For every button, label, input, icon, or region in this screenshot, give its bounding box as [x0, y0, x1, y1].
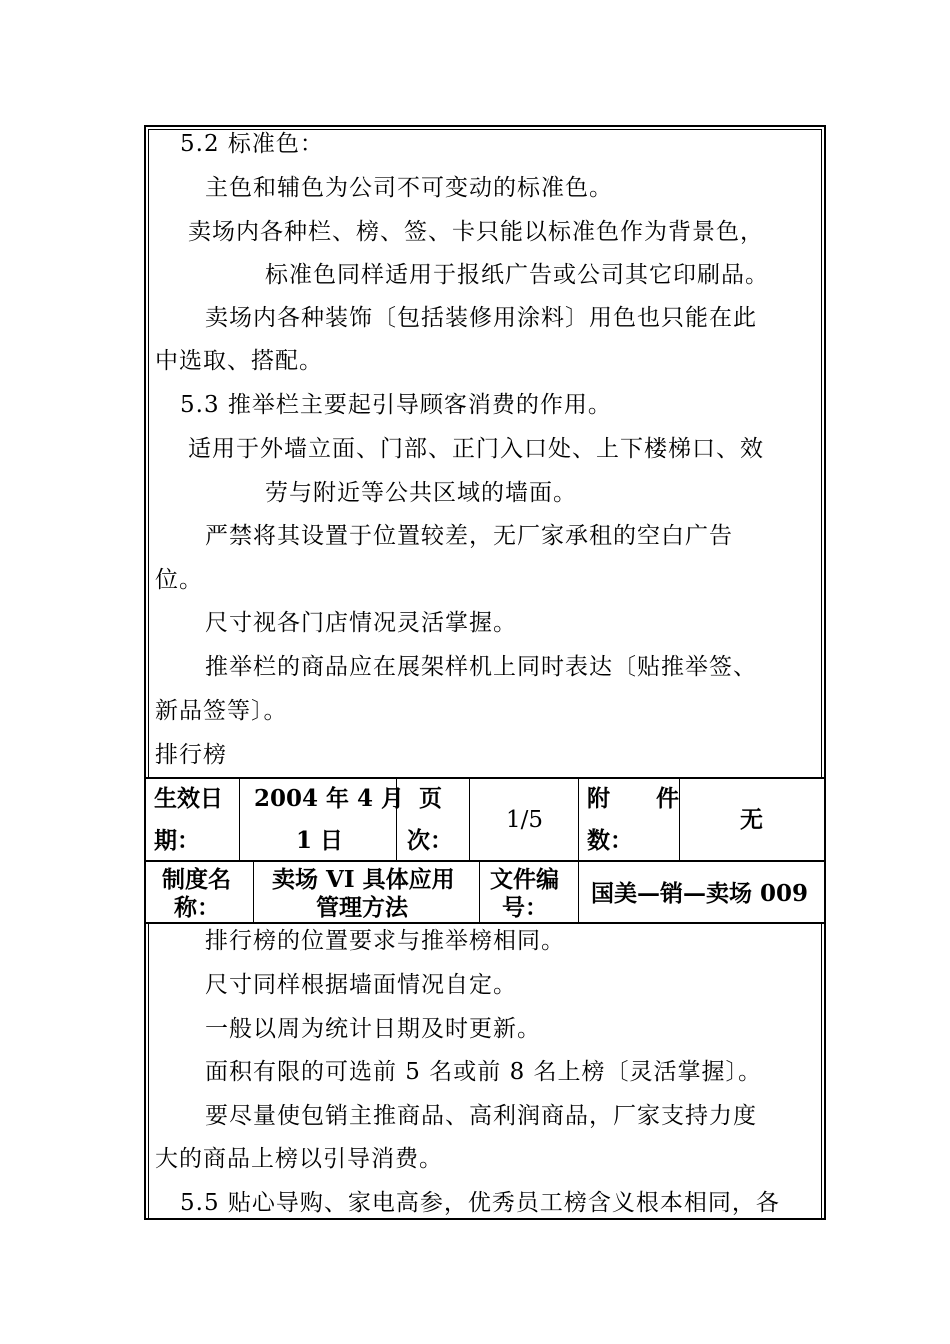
policy-name-label: 制度名 — [162, 866, 231, 893]
heading-5-5: 5.5 贴心导购、家电高参，优秀员工榜含义根本相同，各 — [180, 1190, 780, 1216]
paragraph-line: 尺寸视各门店情况灵活掌握。 — [205, 610, 517, 636]
effective-date-value: 2004 年 4 月 — [254, 785, 405, 812]
policy-name-value: 卖场 VI 具体应用 — [272, 866, 455, 893]
heading-5-3: 5.3 推举栏主要起引导顾客消费的作用。 — [180, 392, 612, 418]
paragraph-line: 面积有限的可选前 5 名或前 8 名上榜〔灵活掌握〕。 — [205, 1059, 763, 1085]
heading-5-2: 5.2 标准色： — [180, 131, 324, 157]
paragraph-line: 大的商品上榜以引导消费。 — [155, 1146, 443, 1172]
attachments-label: 数： — [587, 827, 633, 854]
paragraph-line: 要尽量使包销主推商品、高利润商品，厂家支持力度 — [205, 1103, 757, 1129]
paragraph-line: 一般以周为统计日期及时更新。 — [205, 1016, 541, 1042]
page-label: 页 — [419, 785, 442, 812]
policy-name-label: 称： — [174, 894, 220, 921]
paragraph-line: 卖场内各种栏、榜、签、卡只能以标准色作为背景色， — [188, 219, 764, 245]
policy-name-value-cell — [254, 862, 480, 922]
paragraph-line: 标准色同样适用于报纸广告或公司其它印刷品。 — [265, 262, 769, 288]
doc-no-value: 国美—销—卖场 009 — [591, 880, 809, 907]
paragraph-line: 劳与附近等公共区域的墙面。 — [265, 480, 577, 506]
page-value: 1/5 — [506, 807, 544, 833]
paragraph-line: 排行榜 — [155, 742, 227, 768]
doc-no-value-cell — [579, 862, 824, 922]
paragraph-line: 适用于外墙立面、门部、正门入口处、上下楼梯口、效 — [188, 436, 764, 462]
paragraph-line: 尺寸同样根据墙面情况自定。 — [205, 972, 517, 998]
policy-name-label-cell — [146, 862, 254, 922]
attachments-label: 附 件 — [587, 785, 679, 812]
paragraph-line: 主色和辅色为公司不可变动的标准色。 — [205, 175, 613, 201]
header-row-policy-name — [146, 860, 824, 924]
paragraph-line: 中选取、搭配。 — [155, 348, 323, 374]
doc-no-label-cell — [480, 862, 579, 922]
page-value-cell — [470, 779, 579, 860]
paragraph-line: 严禁将其设置于位置较差，无厂家承租的空白广告 — [205, 523, 733, 549]
policy-name-value: 管理方法 — [316, 894, 408, 921]
effective-date-value-cell — [240, 779, 405, 860]
header-row-effective-date — [146, 777, 824, 862]
paragraph-line: 卖场内各种装饰〔包括装修用涂料〕用色也只能在此 — [205, 305, 757, 331]
effective-date-label: 生效日 — [154, 785, 223, 812]
page-label: 次： — [407, 827, 453, 854]
doc-no-label: 文件编 — [490, 866, 559, 893]
effective-date-label-cell — [146, 779, 240, 860]
attachments-label-cell — [579, 779, 680, 860]
page-label-cell — [397, 779, 470, 860]
paragraph-line: 位。 — [155, 567, 203, 593]
effective-date-label: 期： — [154, 827, 200, 854]
doc-no-label: 号： — [502, 894, 548, 921]
attachments-value: 无 — [740, 806, 763, 833]
paragraph-line: 排行榜的位置要求与推举榜相同。 — [205, 928, 565, 954]
attachments-value-cell — [680, 779, 824, 860]
paragraph-line: 新品签等〕。 — [155, 698, 288, 724]
effective-date-value: 1 日 — [296, 827, 344, 854]
paragraph-line: 推举栏的商品应在展架样机上同时表达〔贴推举签、 — [205, 654, 757, 680]
